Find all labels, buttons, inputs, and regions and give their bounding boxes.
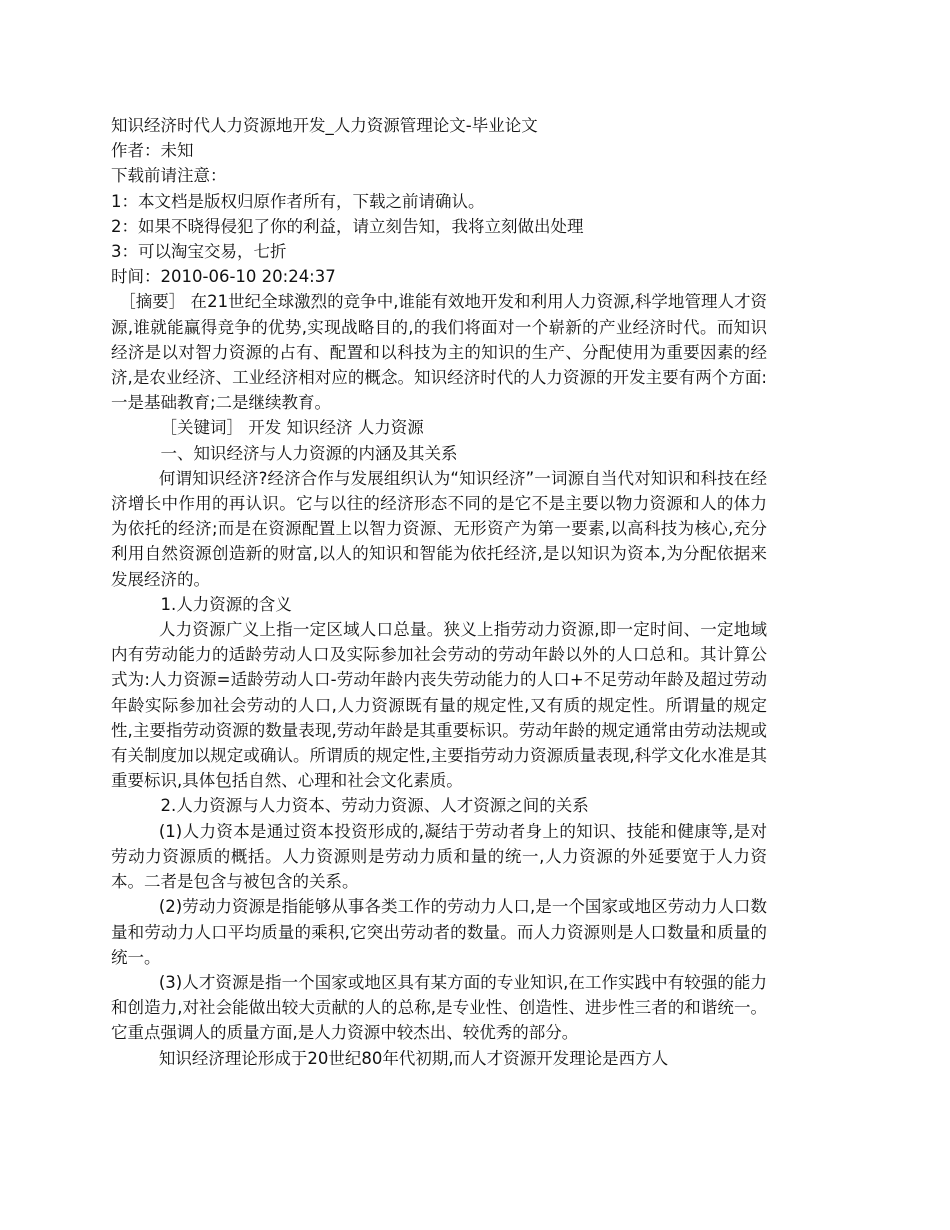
notice-item: 2：如果不晓得侵犯了你的利益，请立刻告知，我将立刻做出处理 xyxy=(111,216,584,236)
subsection-heading: 1.人力资源的含义 xyxy=(160,594,292,614)
paragraph: 人力资源广义上指一定区域人口总量。狭义上指劳动力资源,即一定时间、一定地域内有劳动能力的适龄劳动人口及实际参加社会劳动的劳动年龄以外的人口总和。其计算公式为:人力资源=适龄劳动人口-劳动年龄内丧失劳动能力的人口+不足劳动年龄及超过劳动年龄实际参加社会劳动的人口,人力资源既有量的规定性,又有质的规定性。所谓量的规定性,主要指劳动资源的数量表现,劳动年龄是其重要标识。劳动年龄的规定通常由劳动法规或有关制度加以规定或确认。所谓质的规定性,主要指劳动力资源质量表现,科学文化水准是其重要标识,具体包括自然、心理和社会文化素质。 xyxy=(111,620,767,791)
keywords-line: ［关键词］ 开发 知识经济 人力资源 xyxy=(160,418,424,438)
section-heading: 一、知识经济与人力资源的内涵及其关系 xyxy=(160,443,458,463)
subsection-heading: 2.人力资源与人力资本、劳动力资源、人才资源之间的关系 xyxy=(160,796,589,816)
document-time: 时间：2010-06-10 20:24:37 xyxy=(111,267,336,287)
abstract-paragraph: ［摘要］ 在21世纪全球激烈的竞争中,谁能有效地开发和利用人力资源,科学地管理人才资源,谁就能赢得竞争的优势,实现战略目的,的我们将面对一个崭新的产业经济时代。而知识经济是以对智力资源的占有、配置和以科技为主的知识的生产、分配使用为重要因素的经济,是农业经济、工业经济相对应的概念。知识经济时代的人力资源的开发主要有两个方面:一是基础教育;二是继续教育。 xyxy=(111,292,767,413)
notice-header: 下载前请注意： xyxy=(111,166,227,186)
notice-item: 3：可以淘宝交易，七折 xyxy=(111,242,287,262)
document-body xyxy=(111,113,767,1071)
paragraph: 知识经济理论形成于20世纪80年代初期,而人才资源开发理论是西方人 xyxy=(158,1048,669,1068)
paragraph: (1)人力资本是通过资本投资形成的,凝结于劳动者身上的知识、技能和健康等,是对劳动力资源质的概括。人力资源则是劳动力质和量的统一,人力资源的外延要宽于人力资本。二者是包含与被包含的关系。 xyxy=(111,821,767,892)
paragraph: (2)劳动力资源是指能够从事各类工作的劳动力人口,是一个国家或地区劳动力人口数量和劳动力人口平均质量的乘积,它突出劳动者的数量。而人力资源则是人口数量和质量的统一。 xyxy=(111,897,767,967)
notice-item: 1：本文档是版权归原作者所有，下载之前请确认。 xyxy=(111,191,485,211)
document-title: 知识经济时代人力资源地开发_人力资源管理论文-毕业论文 xyxy=(111,116,538,135)
paragraph: 何谓知识经济?经济合作与发展组织认为“知识经济”一词源自当代对知识和科技在经济增长中作用的再认识。它与以往的经济形态不同的是它不是主要以物力资源和人的体力为依托的经济;而是在资源配置上以智力资源、无形资产为第一要素,以高科技为核心,充分利用自然资源创造新的财富,以人的知识和智能为依托经济,是以知识为资本,为分配依据来发展经济的。 xyxy=(111,468,767,589)
paragraph: (3)人才资源是指一个国家或地区具有某方面的专业知识,在工作实践中有较强的能力和创造力,对社会能做出较大贡献的人的总称,是专业性、创造性、进步性三者的和谐统一。它重点强调人的质量方面,是人力资源中较杰出、较优秀的部分。 xyxy=(111,972,767,1043)
document-author: 作者：未知 xyxy=(111,141,194,161)
